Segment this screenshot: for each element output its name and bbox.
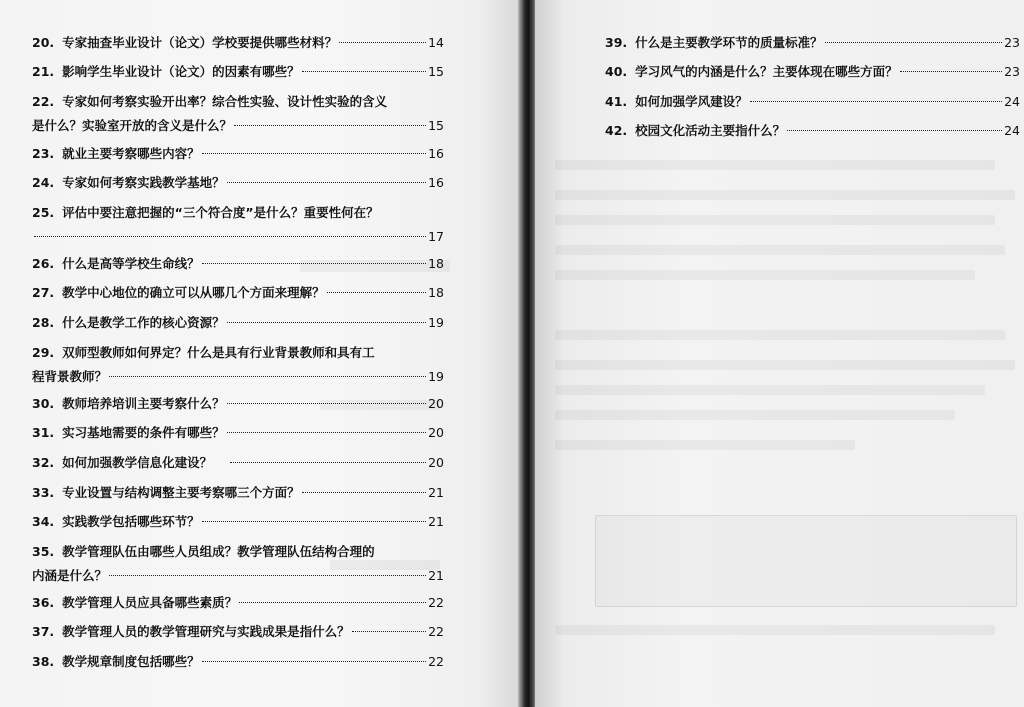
entry-title: 实习基地需要的条件有哪些？ [62, 425, 225, 440]
entry-title: 专业设置与结构调整主要考察哪三个方面？ [62, 485, 300, 500]
show-through [555, 190, 1015, 200]
entry-page-number: 23 [1004, 35, 1020, 50]
dot-leader [202, 521, 426, 522]
entry-title: 教学管理人员应具备哪些素质？ [62, 595, 238, 610]
entry-title: 教学管理人员的教学管理研究与实践成果是指什么？ [62, 624, 350, 639]
entry-number: 23. [32, 146, 55, 161]
entry-page-number: 22 [428, 654, 444, 669]
toc-entry[interactable] [32, 281, 444, 305]
entry-page-number: 18 [428, 256, 444, 271]
show-through-table [595, 515, 1017, 607]
entry-number: 36. [32, 595, 55, 610]
dot-leader [227, 322, 426, 323]
show-through [555, 245, 1005, 255]
toc-entry[interactable] [605, 90, 1020, 114]
entry-title: 专家如何考察实践教学基地？ [62, 175, 225, 190]
toc-entry[interactable] [32, 481, 444, 505]
show-through [555, 410, 955, 420]
entry-title: 双师型教师如何界定？什么是具有行业背景教师和具有工 [62, 345, 375, 360]
dot-leader [302, 71, 426, 72]
entry-title: 教学规章制度包括哪些？ [62, 654, 200, 669]
dot-leader [227, 182, 426, 183]
entry-title-continued: 是什么？实验室开放的含义是什么？ [32, 118, 233, 133]
entry-number: 25. [32, 205, 55, 220]
entry-title: 什么是高等学校生命线？ [62, 256, 200, 271]
entry-title: 学习风气的内涵是什么？主要体现在哪些方面？ [635, 64, 898, 79]
dot-leader [202, 263, 426, 264]
entry-title: 教学管理队伍由哪些人员组成？教学管理队伍结构合理的 [62, 544, 375, 559]
entry-page-number: 22 [428, 624, 444, 639]
dot-leader [202, 661, 426, 662]
entry-page-number: 16 [428, 146, 444, 161]
dot-leader [352, 631, 426, 632]
toc-entry[interactable] [32, 620, 444, 644]
entry-title: 什么是教学工作的核心资源？ [62, 315, 225, 330]
dot-leader [227, 403, 426, 404]
toc-entry[interactable] [32, 31, 444, 55]
toc-entry[interactable] [32, 311, 444, 335]
entry-page-number: 17 [428, 229, 444, 244]
dot-leader [234, 125, 426, 126]
entry-number: 22. [32, 94, 55, 109]
entry-title: 评估中要注意把握的“三个符合度”是什么？重要性何在？ [62, 205, 379, 220]
show-through [555, 270, 975, 280]
entry-page-number: 19 [428, 315, 444, 330]
toc-entry[interactable] [32, 451, 444, 475]
entry-number: 42. [605, 123, 628, 138]
toc-entry[interactable] [32, 201, 444, 249]
entry-page-number: 15 [428, 64, 444, 79]
dot-leader [202, 153, 426, 154]
entry-number: 20. [32, 35, 55, 50]
entry-title: 教师培养培训主要考察什么？ [62, 396, 225, 411]
entry-title: 就业主要考察哪些内容？ [62, 146, 200, 161]
entry-number: 31. [32, 425, 55, 440]
dot-leader [230, 462, 426, 463]
toc-entry[interactable] [32, 171, 444, 195]
toc-entry[interactable] [32, 60, 444, 84]
entry-page-number: 15 [428, 118, 444, 133]
entry-number: 32. [32, 455, 55, 470]
entry-number: 26. [32, 256, 55, 271]
show-through [555, 360, 1015, 370]
dot-leader [327, 292, 426, 293]
toc-entry[interactable] [32, 421, 444, 445]
entry-title: 如何加强教学信息化建设？ [62, 455, 213, 470]
toc-entry[interactable] [32, 341, 444, 389]
entry-number: 38. [32, 654, 55, 669]
entry-title: 什么是主要教学环节的质量标准？ [635, 35, 823, 50]
toc-entry[interactable] [32, 90, 444, 138]
toc-entry[interactable] [605, 31, 1020, 55]
entry-number: 35. [32, 544, 55, 559]
toc-entry[interactable] [605, 119, 1020, 143]
entry-number: 28. [32, 315, 55, 330]
entry-title: 专家如何考察实验开出率？综合性实验、设计性实验的含义 [62, 94, 388, 109]
entry-title: 实践教学包括哪些环节？ [62, 514, 200, 529]
entry-title: 专家抽查毕业设计（论文）学校要提供哪些材料？ [62, 35, 338, 50]
show-through [555, 330, 1005, 340]
entry-page-number: 21 [428, 514, 444, 529]
dot-leader [109, 575, 426, 576]
entry-page-number: 24 [1004, 123, 1020, 138]
toc-entry[interactable] [32, 392, 444, 416]
entry-page-number: 24 [1004, 94, 1020, 109]
entry-number: 24. [32, 175, 55, 190]
dot-leader [339, 42, 426, 43]
toc-entry[interactable] [32, 650, 444, 674]
entry-page-number: 22 [428, 595, 444, 610]
entry-number: 29. [32, 345, 55, 360]
entry-number: 41. [605, 94, 628, 109]
show-through [555, 160, 995, 170]
dot-leader [34, 236, 426, 237]
entry-number: 33. [32, 485, 55, 500]
dot-leader [227, 432, 426, 433]
right-page [535, 0, 1024, 707]
dot-leader [109, 376, 426, 377]
entry-page-number: 20 [428, 455, 444, 470]
entry-title-continued: 内涵是什么？ [32, 568, 108, 583]
entry-number: 34. [32, 514, 55, 529]
dot-leader [302, 492, 426, 493]
entry-page-number: 21 [428, 568, 444, 583]
entry-number: 40. [605, 64, 628, 79]
entry-page-number: 16 [428, 175, 444, 190]
entry-page-number: 23 [1004, 64, 1020, 79]
entry-title: 影响学生毕业设计（论文）的因素有哪些？ [62, 64, 300, 79]
dot-leader [239, 602, 426, 603]
entry-number: 30. [32, 396, 55, 411]
show-through [555, 215, 995, 225]
toc-entry[interactable] [32, 142, 444, 166]
entry-title-continued: 程背景教师？ [32, 369, 108, 384]
entry-title: 教学中心地位的确立可以从哪几个方面来理解？ [62, 285, 325, 300]
toc-entry[interactable] [32, 252, 444, 276]
dot-leader [900, 71, 1002, 72]
toc-entry[interactable] [32, 540, 444, 588]
dot-leader [787, 130, 1002, 131]
entry-page-number: 14 [428, 35, 444, 50]
entry-number: 21. [32, 64, 55, 79]
dot-leader [750, 101, 1002, 102]
entry-page-number: 20 [428, 425, 444, 440]
entry-title: 校园文化活动主要指什么？ [635, 123, 786, 138]
toc-entry[interactable] [32, 510, 444, 534]
entry-number: 27. [32, 285, 55, 300]
entry-page-number: 20 [428, 396, 444, 411]
toc-entry[interactable] [605, 60, 1020, 84]
entry-page-number: 21 [428, 485, 444, 500]
entry-page-number: 19 [428, 369, 444, 384]
show-through [555, 625, 995, 635]
entry-title: 如何加强学风建设？ [635, 94, 748, 109]
toc-entry[interactable] [32, 591, 444, 615]
entry-number: 39. [605, 35, 628, 50]
dot-leader [825, 42, 1002, 43]
entry-page-number: 18 [428, 285, 444, 300]
show-through [555, 440, 855, 450]
entry-number: 37. [32, 624, 55, 639]
show-through [555, 385, 985, 395]
